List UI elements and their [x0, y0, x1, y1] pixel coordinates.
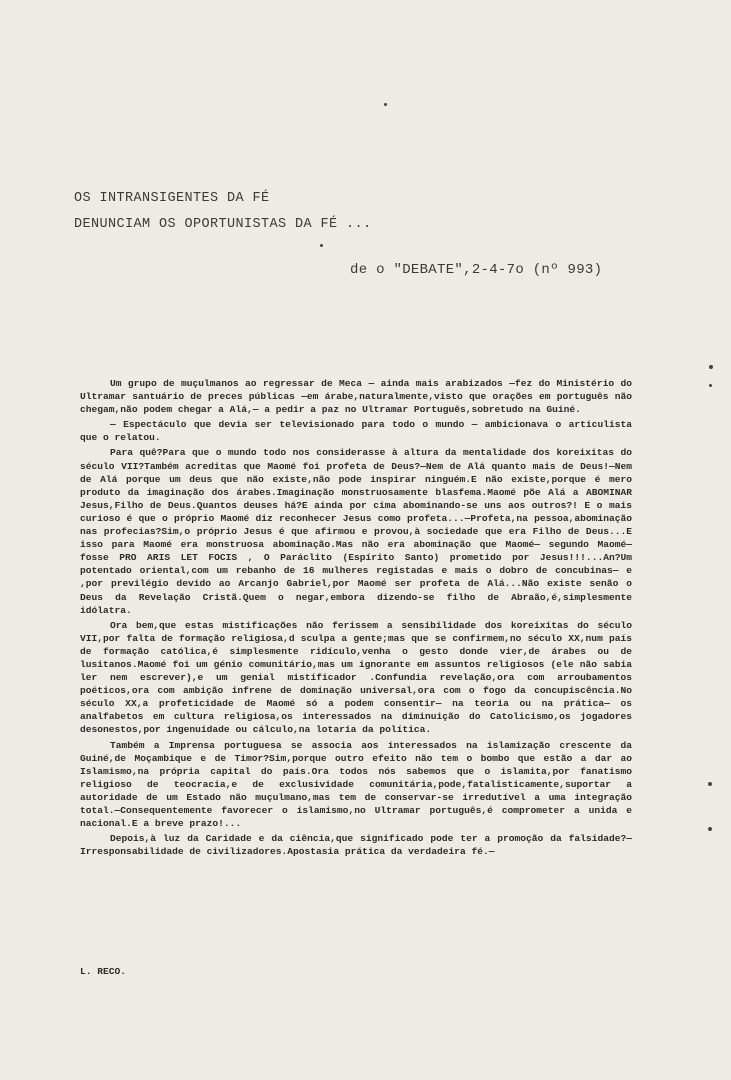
document-title-line-1: OS INTRANSIGENTES DA FÉ [74, 191, 270, 206]
source-citation: de o "DEBATE",2-4-7o (nº 993) [350, 262, 603, 278]
margin-dot-mark [709, 365, 713, 369]
margin-dot-mark [709, 384, 712, 387]
paragraph-2: — Espectáculo que devia ser televisionado para todo o mundo — ambicionava o articulista que o relatou. [80, 419, 632, 444]
paragraph-3: Para quê?Para que o mundo todo nos considerasse à altura da mentalidade dos koreixitas do século VII?Também acreditas que Maomé foi profeta de Deus?—Nem de Alá quanto mais de Deus!—Nem de Alá porque um deus que não existe,não pode inspirar ninguém.E não existe,porque é mero produto da imaginação dos árabes.Imaginação monstruosamente blasfema.Maomé põe Alá a ABOMINAR Jesus,Filho de Deus.Quantos deuses há?E ainda por cima abominando-se uns aos outros?! E o mais curioso é que o próprio Maomé diz reconhecer Jesus como profeta...—Profeta,na pessoa,abominação nas profecias?Sim,o próprio Jesus é que afirmou e provou,à sociedade que era Filho de Deus...E isso para Maomé era monstruosa abominação.Mas não era abominação que Maomé— segundo Maomé— fosse PRO ARIS LET FOCIS , O Paráclito (Espírito Santo) prometido por Jesus!!!...An?Um potentado oriental,com um rebanho de 16 mulheres registadas e mais o dobro de concubinas— e ,por previlégio devido ao Arcanjo Gabriel,por Maomé ser profeta de Alá...Não existe senão o Deus da Revelação Cristã.Quem o negar,embora dizendo-se filho de Abraão,é,simplesmente idólatra. [80, 447, 632, 616]
paragraph-6: Depois,à luz da Caridade e da ciência,que significado pode ter a promoção da falsidade?—Irresponsabilidade de civilizadores.Apostasia prática da verdadeira fé.— [80, 833, 632, 858]
margin-dot-mark [708, 782, 712, 786]
paragraph-4: Ora bem,que estas mistificações não ferissem a sensibilidade dos koreixitas do século VII,por falta de formação religiosa,d sculpa a gente;mas que se confirmem,no século XX,num país de formação católica,é simplesmente ridículo,venha o gesto donde vier,de árabes ou de lusitanos.Maomé foi um génio comunitário,mas um ignorante em assuntos religiosos (ele não sabia ler nem escrever),e um genial mistificador .Confundia revelação,ora com arroubamentos poéticos,ora com ambição infrene de dominação universal,ora com o fogo da concupiscência.No século XX,a profeticidade de Maomé só a podem consentir— na teoria ou na prática— os analfabetos em cultura religiosa,os interessados na diminuição do Catolicismo,os jogadores desonestos,por ingenuidade ou cálculo,na lotaria da política. [80, 619, 632, 736]
paragraph-5: Também a Imprensa portuguesa se associa aos interessados na islamização crescente da Guiné,de Moçambique e de Timor?Sim,porque outro efeito não tem o bombo que estão a dar ao Islamismo,na própria capital do país.Ora todos nós sabemos que o islamita,por fanatismo religioso de teocracia,e de exclusividade comunitária,pode,fatalisticamente,suportar a autoridade de um Estado não muçulmano,mas tem de conservar-se irredutível a uma integração total.—Consequentemente favorecer o islamismo,no Ultramar português,é comprometer a unida e nacional.E a breve prazo!... [80, 739, 632, 830]
paragraph-1: Um grupo de muçulmanos ao regressar de Meca — ainda mais arabizados —fez do Ministério do Ultramar santuário de preces públicas —em árabe,naturalmente,visto que orações em português não chegam,não podem chegar a Alá,— a pedir a paz no Ultramar Português,sobretudo na Guiné. [80, 378, 632, 416]
signature: L. RECO. [80, 966, 127, 977]
article-body [80, 377, 632, 860]
margin-dot-mark [708, 827, 712, 831]
document-title-line-2: DENUNCIAM OS OPORTUNISTAS DA FÉ ... [74, 217, 372, 232]
margin-dot-mark [320, 244, 323, 247]
margin-dot-mark [384, 103, 387, 106]
